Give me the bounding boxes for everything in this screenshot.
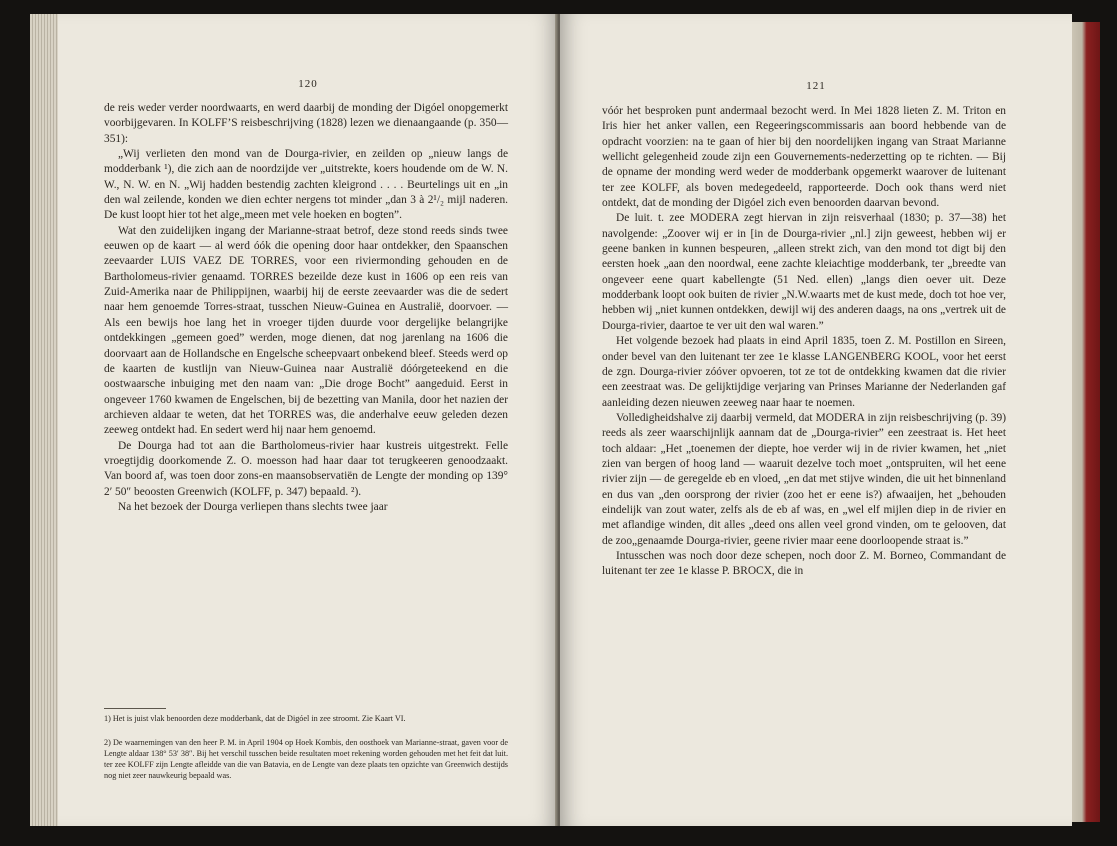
paragraph: Het volgende bezoek had plaats in eind April 1835, toen Z. M. Postillon en Sireen, onder bevel van den luitenant ter zee 1e klasse LANGENBERG KOOL, voor het eerst de zgn. Dourga-rivier zóóver opvoeren, tot ze tot de ontdekking kwamen dat die rivier een zeestraat was. De gelijktijdige verjaring van Prinses Marianne der Nederlanden gaf aanleiding dezen nieuwen zeeweg naar haar te noemen.	[602, 335, 1006, 409]
footnote: 1) Het is juist vlak benoorden deze modderbank, dat de Digóel in zee stroomt. Zie Kaart VI.	[104, 714, 406, 723]
body-text	[104, 101, 508, 515]
book-edge-right	[1070, 22, 1100, 822]
page-number: 121	[806, 80, 826, 92]
body-text	[602, 104, 1006, 580]
paragraph: Volledigheidshalve zij daarbij vermeld, dat MODERA in zijn reisbeschrijving (p. 39) reeds als zeer waarschijnlijk aannam dat de „Dourga-rivier” een zeestraat is. Het heet toch aldaar: „Het „toenemen der diepte, hoe verder wij in de rivier kwamen, het „niet zien van bergen of hoog land — waaruit dezelve toch moet „ontspruiten, wil het eene rivier zijn — de geregelde eb en vloed, „en dat met stijve winden, die uit het binnenland en dus van „den oorsprong der rivier (zoo het er eene is?) afwaaijen, het „behouden eindelijk van zout water, zelfs als de eb af was, en „wel elf mijlen diep in de rivier en met aflandige winden, dit alles „deed ons allen veel grond vinden, om te gelooven, dat de zoo„genaamde Dourga-rivier, geene rivier maar eene doorloopende straat is.”	[602, 411, 1006, 547]
paragraph: de reis weder verder noordwaarts, en werd daarbij de monding der Digóel onopgemerkt voorbijgevaren. In KOLFF’S reisbeschrijving (1828) lezen we dienaangaande (p. 350—351):	[104, 102, 508, 145]
paragraph: Intusschen was noch door deze schepen, noch door Z. M. Borneo, Commandant de luitenant ter zee 1e klasse P. BROCX, die in	[602, 549, 1006, 578]
quote-paragraph: „Wij verlieten den mond van de Dourga-rivier, en zeilden op „nieuw langs de modderbank ¹), die zich aan de noordzijde ver „uitstrekte, koers houdende om de W. N. W., N. W. en N. „Wij hadden bestendig zachten kleigrond . . . . Beurtelings uit en „in den wal zeilende, konden we dien echter nergens tot minder „dan 3 à 2¹/₂ mijl naderen. De kust loopt hier tot het alge„meen met vele hoeken en bogten”.	[104, 148, 508, 222]
book-edge-left	[30, 14, 60, 826]
footnote: 2) De waarnemingen van den heer P. M. in April 1904 op Hoek Kombis, den oosthoek van Marianne-straat, gaven voor de Lengte aldaar 138° 53′ 38″. Bij het verschil tusschen beide resultaten moet rekening worden gehouden met het feit dat luit. ter zee KOLFF zijn Lengte afleidde van die van Batavia, en de Lengte van deze plaats ten opzichte van Greenwich destijds nog niet zeer nauwkeurig bepaald was.	[104, 738, 508, 780]
paragraph: vóór het besproken punt andermaal bezocht werd. In Mei 1828 lieten Z. M. Triton en Iris hier het anker vallen, een Regeeringscommissaris aan boord hebbende van de opdracht voorzien: na te gaan of hier bij den noordelijken ingang van Straat Marianne wellicht gelegenheid zoude zijn een Gouvernements-nederzetting op te richten. — Bij de opname der monding werd weder de modderbank opgemerkt waarover de luitenant ter zee KOLFF, als boven medegedeeld, rapporteerde. Doch ook thans werd niet ontdekt, dat de monding der Digóel zich even benoorden daarvan bevond.	[602, 105, 1006, 210]
paragraph: Wat den zuidelijken ingang der Marianne-straat betrof, deze stond reeds sinds twee eeuwen op de kaart — al werd óók die opening door haar ontdekker, den Spaanschen zeevaarder LUIS VAEZ DE TORRES, voor een riviermonding gehouden en de Bartholomeus-rivier genaamd. TORRES bezeilde deze kust in 1606 op een reis van Zuid-Amerika naar de Philippijnen, waarbij hij de eerste zeevaarder was die de sedert naar hem genoemde Torres-straat, tusschen Nieuw-Guinea en Australië, doorvoer. — Als een bewijs hoe lang het in vroeger tijden duurde voor dergelijke belangrijke ontdekkingen „gemeen goed” werden, moge dienen, dat nog jarenlang na 1606 die doorvaart aan de Hollandsche en Engelsche scheepvaart onbekend bleef. Steeds werd op de kaarten de kustlijn van Nieuw-Guinea naar Australië dóórgeteekend en die oostwaarsche inbuiging met den naam van: „Die droge Bocht” aangeduid. Eerst in ongeveer 1760 kwamen de Engelschen, bij de bezetting van Manila, door het nazien der archieven aldaar te weten, dat het TORRES was, die anderhalve eeuw geleden dezen zeeweg ontdekt had. En sedert werd hij naar hem genoemd.	[104, 224, 508, 437]
paragraph: De Dourga had tot aan die Bartholomeus-rivier haar kustreis uitgestrekt. Felle vroegtijdig doorkomende Z. O. moesson had haar daar tot terugkeeren genoodzaakt. Van boord af, was toen door zons-en maansobservatiën de Lengte der monding op 139° 2′ 50″ beoosten Greenwich (KOLFF, p. 347) bepaald. ²).	[104, 439, 508, 498]
left-page	[58, 14, 558, 826]
paragraph: De luit. t. zee MODERA zegt hiervan in zijn reisverhaal (1830; p. 37—38) het navolgende: „Zoover wij er in [in de Dourga-rivier „nl.] zijn geweest, hebben wij er geene banken in kunnen bespeuren, „alleen strekt zich, van den mond tot digt bij den eersten hoek „aan den noordwal, eene zachte kleiachtige modderbank, ter „breedte van ongeveer eene quart kabellengte (51 Ned. ellen) „langs dien oever uit. Deze modderbank loopt ook buiten de rivier „N.W.waarts met de kust mede, doch tot hoe ver, hebben wij „niet kunnen ontdekken, dewijl wij des anderen daags, na ons „vertrek uit de Dourga-rivier, daartoe te ver uit den wal waren.”	[602, 212, 1006, 332]
footnote-rule	[104, 708, 166, 709]
right-page	[560, 14, 1072, 826]
paragraph: Na het bezoek der Dourga verliepen thans slechts twee jaar	[118, 500, 388, 513]
page-number: 120	[298, 78, 318, 90]
